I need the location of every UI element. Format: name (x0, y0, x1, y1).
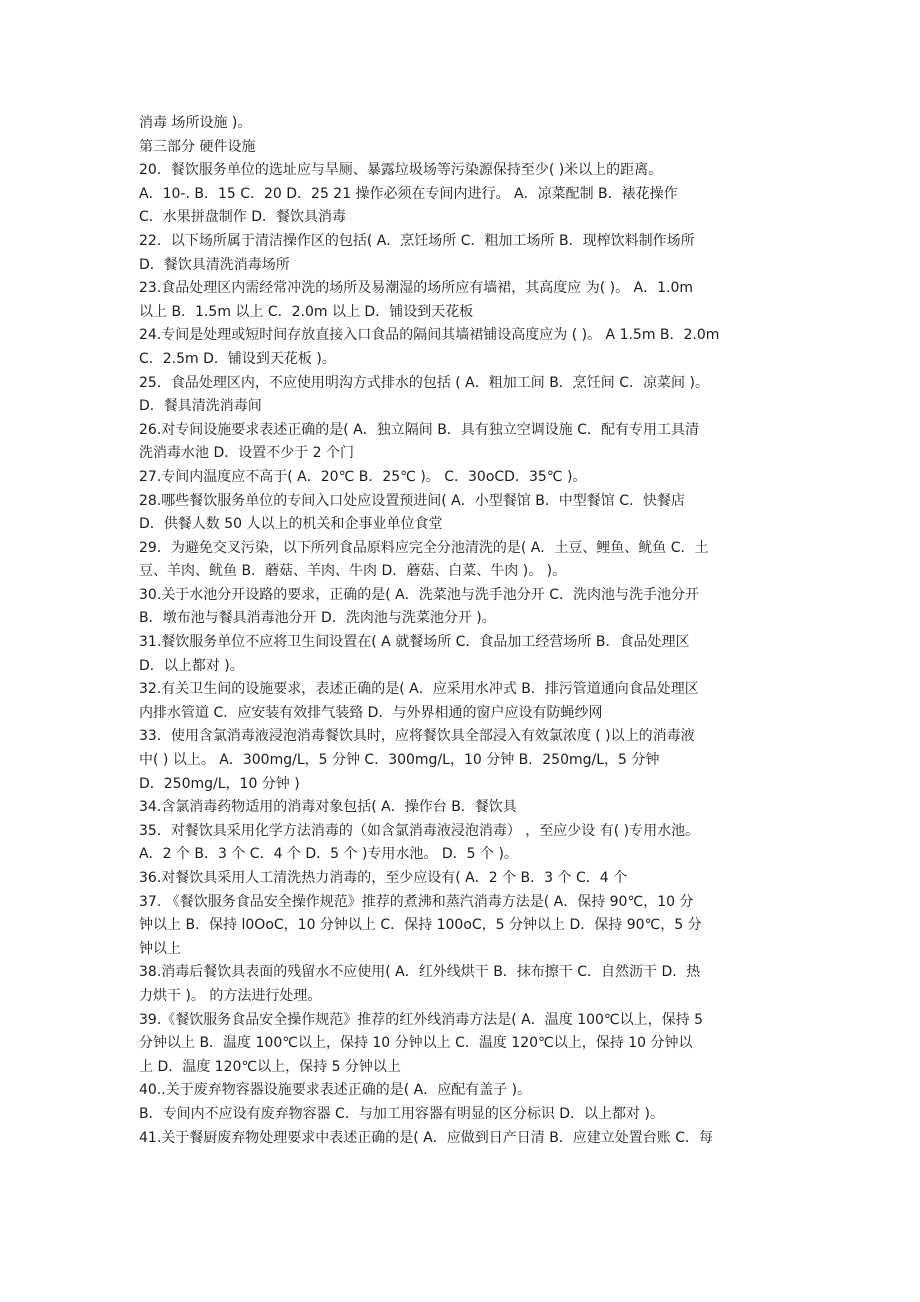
text-line: 消毒 场所设施 )。 (139, 115, 252, 131)
text-line: A．10-. B．15 C．20 D．25 21 操作必须在专间内进行。 A．凉菜配制 B．裱花操作 (139, 185, 678, 202)
text-line: D．餐饮具清洗消毒场所 (139, 256, 290, 273)
text-line: 24.专间是处理或短时间存放直接入口食品的隔间其墙裙铺设高度应为 ( )。 A 1.5m B．2.0m (139, 327, 720, 344)
text-line: 钟以上 B．保持 l0OoC，10 分钟以上 C．保持 100oC，5 分钟以上 D．保持 90℃，5 分 (139, 917, 702, 934)
text-line: 23.食品处理区内需经常冲洗的场所及易潮湿的场所应有墙裙，其高度应 为( )。 A．1.0m (139, 280, 694, 297)
text-line: 分钟以上 B．温度 100℃以上，保持 10 分钟以上 C．温度 120℃以上，保持 10 分钟以 (139, 1035, 693, 1052)
text-line: 33．使用含氯消毒液浸泡消毒餐饮具时，应将餐饮具全部浸入有效氯浓度 ( )以上的消毒液 (139, 728, 695, 745)
text-line: 22．以下场所属于清洁操作区的包括( A．烹饪场所 C．粗加工场所 B．现榨饮料制作场所 (139, 232, 695, 249)
text-line: 29．为避免交叉污染，以下所列食品原料应完全分池清洗的是( A．土豆、鲤鱼、鱿鱼 C．土 (139, 539, 709, 556)
text-line: 26.对专间设施要求表述正确的是( A．独立隔间 B．具有独立空调设施 C．配有专用工具清 (139, 421, 700, 438)
text-line: D．供餐人数 50 人以上的机关和企事业单位食堂 (139, 516, 443, 533)
text-line: 35．对餐饮具采用化学方法消毒的（如含氯消毒液浸泡消毒） ，至应少设 有( )专用水池。 (139, 822, 700, 839)
text-line: 中( ) 以上。 A．300mg/L，5 分钟 C．300mg/L，10 分钟 B．250mg/L，5 分钟 (139, 752, 660, 769)
text-line: 38.消毒后餐饮具表面的残留水不应使用( A．红外线烘干 B．抹布擦干 C．自然沥干 D．热 (139, 964, 701, 981)
text-line: 27.专间内温度应不高于( A．20℃ B．25℃ )。 C．30oCD．35℃ )。 (139, 468, 587, 485)
text-line: 37. 《餐饮服务食品安全操作规范》推荐的煮沸和蒸汽消毒方法是( A．保持 90℃，10 分 (139, 893, 694, 910)
text-line: D．以上都对 )。 (139, 657, 244, 674)
text-line: 20．餐饮服务单位的选址应与旱厕、暴露垃圾场等污染源保持至少( )米以上的距离。 (139, 162, 663, 179)
text-line: 豆、羊肉、鱿鱼 B．蘑菇、羊肉、牛肉 D．蘑菇、白菜、牛肉 )。 )。 (139, 563, 567, 580)
text-line: 32.有关卫生间的设施要求，表述正确的是( A．应采用水冲式 B．排污管道通向食品处理区 (139, 681, 699, 698)
text-line: C．2.5m D．铺设到天花板 )。 (139, 350, 336, 367)
text-line: 钟以上 (139, 940, 181, 957)
text-line: B．专间内不应设有废弃物容器 C．与加工用容器有明显的区分标识 D．以上都对 )。 (139, 1105, 664, 1122)
text-line: 39.《餐饮服务食品安全操作规范》推荐的红外线消毒方法是( A．温度 100℃以上，保持 5 (139, 1011, 704, 1028)
text-line: A．2 个 B．3 个 C．4 个 D．5 个 )专用水池。 D．5 个 )。 (139, 846, 518, 863)
text-line: 25．食品处理区内，不应使用明沟方式排水的包括 ( A．粗加工间 B．烹饪间 C．凉菜间 )。 (139, 374, 709, 391)
text-line: 洗消毒水池 D．设置不少于 2 个门 (139, 445, 355, 462)
text-line: 30.关于水池分开设路的要求，正确的是( A．洗菜池与洗手池分开 C．洗肉池与洗手池分开 (139, 586, 699, 603)
text-line: 36.对餐饮具采用人工清洗热力消毒的，至少应设有( A．2 个 B．3 个 C．4 个 (139, 870, 628, 886)
section-heading: 第三部分 硬件设施 (139, 138, 256, 155)
text-line: D．餐具清洗消毒间 (139, 398, 262, 415)
text-line: 34.含氯消毒药物适用的消毒对象包括( A．操作台 B．餐饮具 (139, 799, 517, 816)
text-line: 28.哪些餐饮服务单位的专间入口处应设置预进间( A．小型餐馆 B．中型餐馆 C．快餐店 (139, 492, 686, 509)
text-line: 上 D．温度 120℃以上，保持 5 分钟以上 (139, 1058, 401, 1075)
document-text (139, 112, 784, 1150)
text-line: D．250mg/L，10 分钟 ) (139, 775, 300, 792)
text-line: 以上 B．1.5m 以上 C．2.0m 以上 D．铺设到天花板 (139, 303, 474, 320)
text-line: 31.餐饮服务单位不应将卫生间设置在( A 就餐场所 C．食品加工经营场所 B．食品处理区 (139, 634, 690, 651)
text-line: 40..关于废弃物容器设施要求表述正确的是( A．应配有盖子 )。 (139, 1082, 532, 1099)
text-line: 41.关于餐厨废弃物处理要求中表述正确的是( A．应做到日产日清 B．应建立处置台账 C．每 (139, 1129, 714, 1146)
text-line: B．墩布池与餐具消毒池分开 D．洗肉池与洗菜池分开 )。 (139, 610, 496, 627)
text-line: 力烘干 )。 的方法进行处理。 (139, 987, 322, 1004)
text-line: 内排水管道 C．应安装有效排气装臵 D．与外界相通的窗户应设有防蝇纱网 (139, 704, 603, 721)
text-line: C．水果拼盘制作 D．餐饮具消毒 (139, 209, 347, 226)
